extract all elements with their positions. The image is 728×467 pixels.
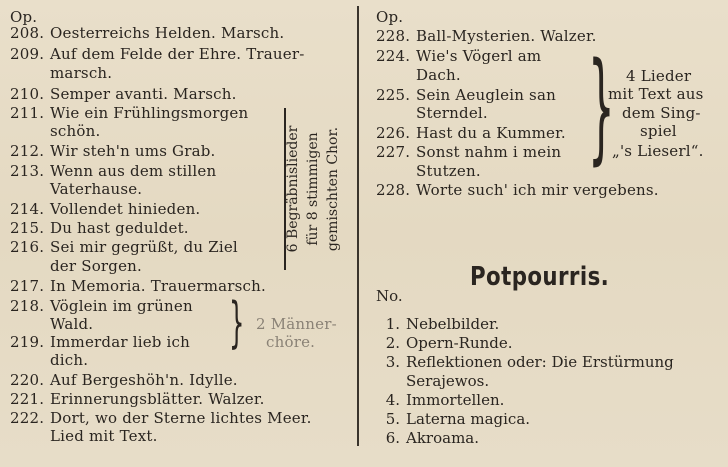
vertical-note-line: 6 Begräbnislieder (285, 125, 301, 253)
opus-entry: 228. Worte such' ich mir vergebens. (376, 181, 659, 199)
potpourri-entry: 3. Reflektionen oder: Die Erstürmung (385, 353, 674, 371)
opus-entry: 214. Vollendet hinieden. (10, 200, 201, 218)
maennerchoere-note-line: 2 Männer- (256, 315, 337, 333)
opus-entry: 210. Semper avanti. Marsch. (10, 85, 237, 103)
potpourris-heading: Potpourris. (470, 262, 610, 292)
opus-entry: 220. Auf Bergeshöh'n. Idylle. (10, 371, 238, 389)
maennerchoere-brace: } (229, 291, 245, 354)
opus-entry: 212. Wir steh'n ums Grab. (10, 142, 216, 160)
opus-entry: Stutzen. (416, 162, 481, 180)
vertical-note-line: gemischten Chor. (325, 126, 341, 252)
opus-entry: 213. Wenn aus dem stillen (10, 162, 217, 180)
opus-entry: 222. Dort, wo der Sterne lichtes Meer. (10, 409, 312, 427)
lieder-note-line: 4 Lieder (626, 67, 692, 85)
lieder-note-line: „'s Lieserl“. (612, 142, 704, 160)
right-op-label: Op. (376, 8, 404, 26)
opus-entry: 211. Wie ein Frühlingsmorgen (10, 104, 249, 122)
lieder-brace: } (588, 38, 615, 177)
opus-entry: 228. Ball-Mysterien. Walzer. (376, 27, 597, 45)
begraebnislieder-note (283, 104, 361, 274)
opus-entry: 208. Oesterreichs Helden. Marsch. (10, 24, 285, 42)
opus-entry: Sterndel. (416, 104, 488, 122)
maennerchoere-note-line: chöre. (266, 333, 316, 351)
potpourri-entry: 1. Nebelbilder. (385, 315, 500, 333)
opus-entry: 209. Auf dem Felde der Ehre. Trauer- (10, 45, 305, 63)
no-label: No. (376, 287, 403, 305)
opus-entry: der Sorgen. (50, 257, 143, 275)
opus-entry: 217. In Memoria. Trauermarsch. (10, 277, 266, 295)
opus-entry: dich. (50, 351, 89, 369)
potpourri-entry: 5. Laterna magica. (385, 410, 531, 428)
potpourri-entry: 4. Immortellen. (385, 391, 505, 409)
opus-entry: 225. Sein Aeuglein san (376, 86, 556, 104)
opus-entry: 224. Wie's Vögerl am (376, 47, 542, 65)
opus-entry: Wald. (50, 315, 94, 333)
opus-entry: 221. Erinnerungsblätter. Walzer. (10, 390, 265, 408)
opus-entry: marsch. (50, 64, 113, 82)
opus-entry: 218. Vöglein im grünen (10, 297, 193, 315)
opus-entry: 216. Sei mir gegrüßt, du Ziel (10, 238, 238, 256)
lieder-note-line: dem Sing- (622, 104, 701, 122)
lieder-note-line: spiel (640, 122, 677, 140)
opus-entry: Lied mit Text. (50, 427, 158, 445)
opus-entry: Dach. (416, 66, 461, 84)
opus-entry: schön. (50, 122, 101, 140)
opus-entry: 227. Sonst nahm i mein (376, 143, 562, 161)
vertical-note-line: für 8 stimmigen (305, 132, 321, 246)
opus-entry: 219. Immerdar lieb ich (10, 333, 191, 351)
opus-entry: Vaterhause. (50, 180, 143, 198)
left-op-label: Op. (10, 8, 38, 26)
lieder-note-line: mit Text aus (608, 85, 704, 103)
potpourri-entry: 2. Opern-Runde. (385, 334, 513, 352)
potpourri-entry: Serajewos. (406, 372, 490, 390)
opus-entry: 215. Du hast geduldet. (10, 219, 189, 237)
opus-entry: 226. Hast du a Kummer. (376, 124, 566, 142)
potpourri-entry: 6. Akroama. (385, 429, 480, 447)
